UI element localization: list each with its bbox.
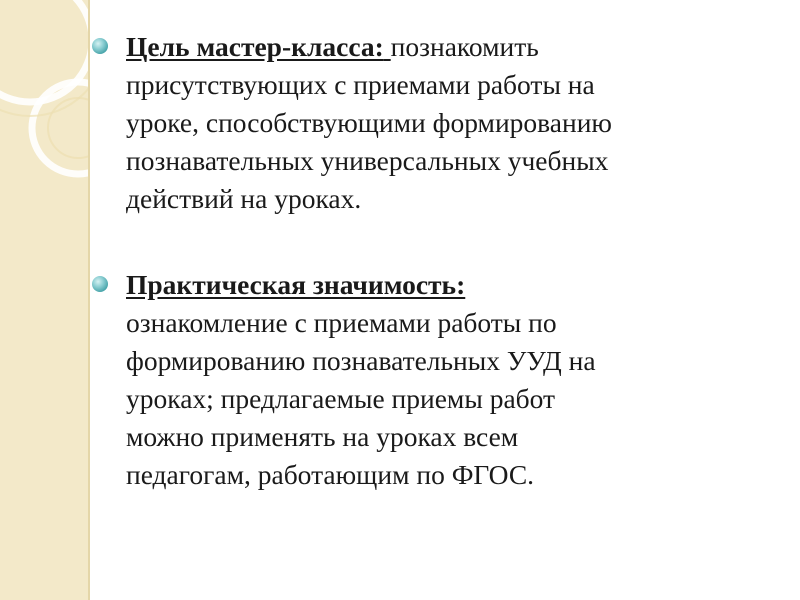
practical-text-line: формированию познавательных УУД на	[126, 345, 596, 376]
goal-text-line: присутствующих с приемами работы на	[126, 69, 595, 100]
goal-text-line: познавательных универсальных учебных	[126, 145, 609, 176]
slide-content	[92, 28, 782, 494]
practical-text-line: ознакомление с приемами работы по	[126, 307, 557, 338]
practical-heading: Практическая значимость:	[126, 269, 466, 300]
bullet-goal-first-line	[126, 28, 782, 66]
concentric-rings-icon	[0, 0, 88, 600]
bullet-goal	[92, 28, 782, 218]
practical-text-line: педагогам, работающим по ФГОС.	[126, 459, 535, 490]
decorative-side-panel	[0, 0, 88, 600]
goal-heading: Цель мастер-класса:	[126, 31, 384, 62]
practical-heading-line	[126, 266, 782, 304]
goal-text-line: познакомить	[390, 31, 539, 62]
practical-text-line: можно применять на уроках всем	[126, 421, 519, 452]
bullet-practical-significance	[92, 266, 782, 494]
goal-text-line: уроке, способствующими формированию	[126, 107, 612, 138]
teal-circle-bullet-icon	[92, 38, 108, 54]
side-panel-edge	[88, 0, 90, 600]
teal-circle-bullet-icon	[92, 276, 108, 292]
goal-text-line: действий на уроках.	[126, 183, 362, 214]
practical-text-line: уроках; предлагаемые приемы работ	[126, 383, 556, 414]
